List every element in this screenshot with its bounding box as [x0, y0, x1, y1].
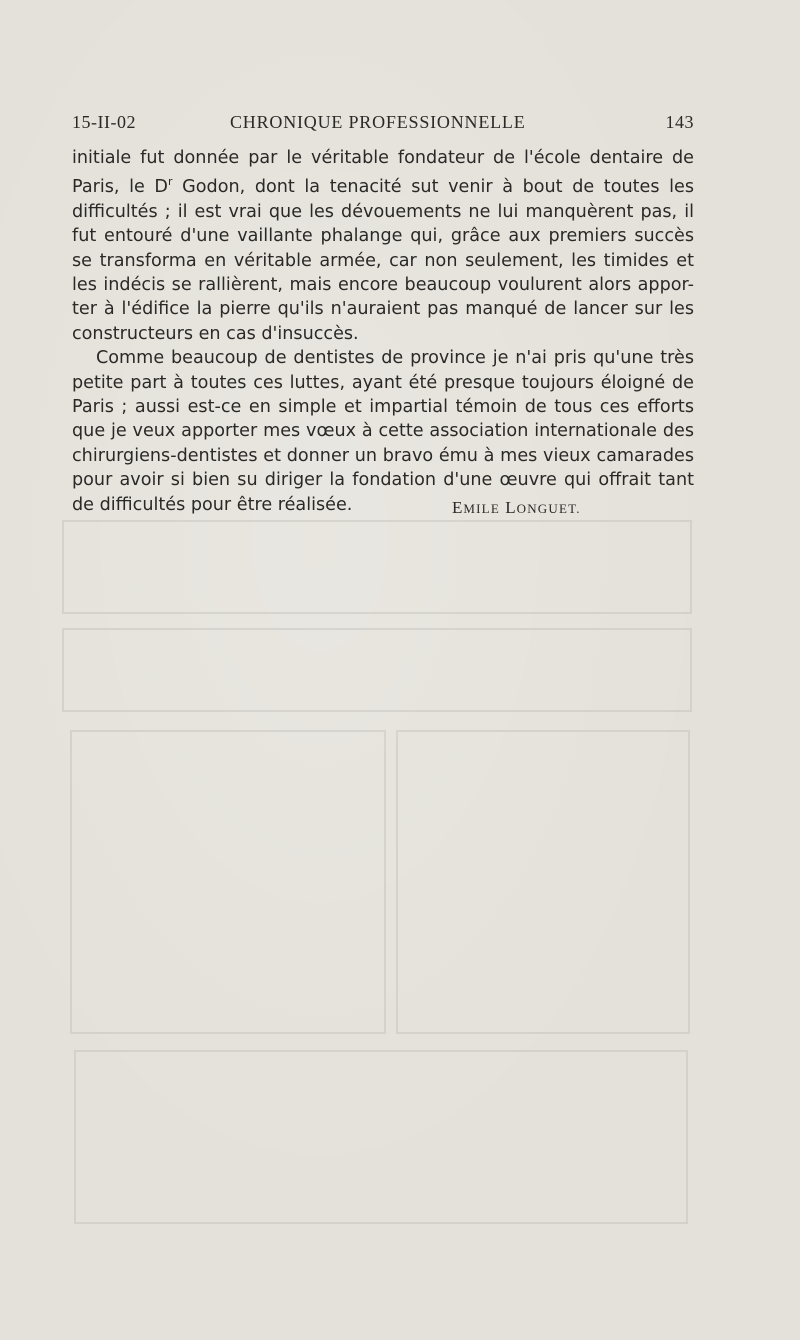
signature-smallcaps: MILE	[463, 501, 500, 516]
text-line: Paris ; aussi est-ce en simple et impartial témoin de tous ces efforts	[72, 397, 694, 418]
article-body	[72, 146, 694, 517]
page-number: 143	[665, 112, 694, 132]
text-fragment: Godon, dont la tenacité sut venir à bout de toutes les	[172, 177, 694, 198]
text-line: constructeurs en cas d'insuccès.	[72, 323, 359, 344]
ghost-box	[396, 730, 690, 1034]
paragraph-2	[72, 346, 694, 517]
superscript: r	[167, 175, 173, 189]
text-line: chirurgiens-dentistes et donner un bravo ému à mes vieux camarades	[72, 445, 694, 466]
signature-initial: E	[452, 498, 464, 517]
header-title: CHRONIQUE PROFESSIONNELLE	[230, 112, 526, 132]
header-date: 15-II-02	[72, 112, 136, 132]
ghost-box	[70, 730, 386, 1034]
text-line: Comme beaucoup de dentistes de province je n'ai pris qu'une très	[96, 348, 694, 369]
text-line: les indécis se rallièrent, mais encore beaucoup voulurent alors appor-	[72, 275, 694, 296]
ghost-box	[62, 628, 692, 712]
text-line: que je veux apporter mes vœux à cette association internationale des	[72, 421, 694, 442]
paragraph-1	[72, 146, 694, 346]
text-line: pour avoir si bien su diriger la fondation d'une œuvre qui offrait tant	[72, 470, 694, 491]
text-line: initiale fut donnée par le véritable fondateur de l'école dentaire de	[72, 148, 694, 168]
signature-smallcaps: ONGUET.	[516, 501, 581, 516]
ghost-box	[62, 520, 692, 614]
author-signature	[452, 498, 581, 518]
ghost-box	[74, 1050, 688, 1224]
text-line: se transforma en véritable armée, car non seulement, les timides et	[72, 250, 694, 271]
signature-initial: L	[505, 498, 517, 517]
text-line	[72, 170, 694, 199]
text-line: petite part à toutes ces luttes, ayant été presque toujours éloigné de	[72, 372, 694, 393]
text-line: ter à l'édifice la pierre qu'ils n'auraient pas manqué de lancer sur les	[72, 299, 694, 320]
text-fragment: Paris, le D	[72, 177, 168, 198]
running-header	[72, 112, 694, 138]
show-through-ghost	[62, 520, 692, 1230]
text-line: fut entouré d'une vaillante phalange qui, grâce aux premiers succès	[72, 226, 694, 247]
text-line: difficultés ; il est vrai que les dévouements ne lui manquèrent pas, il	[72, 201, 694, 222]
text-line: de difficultés pour être réalisée.	[72, 494, 353, 515]
